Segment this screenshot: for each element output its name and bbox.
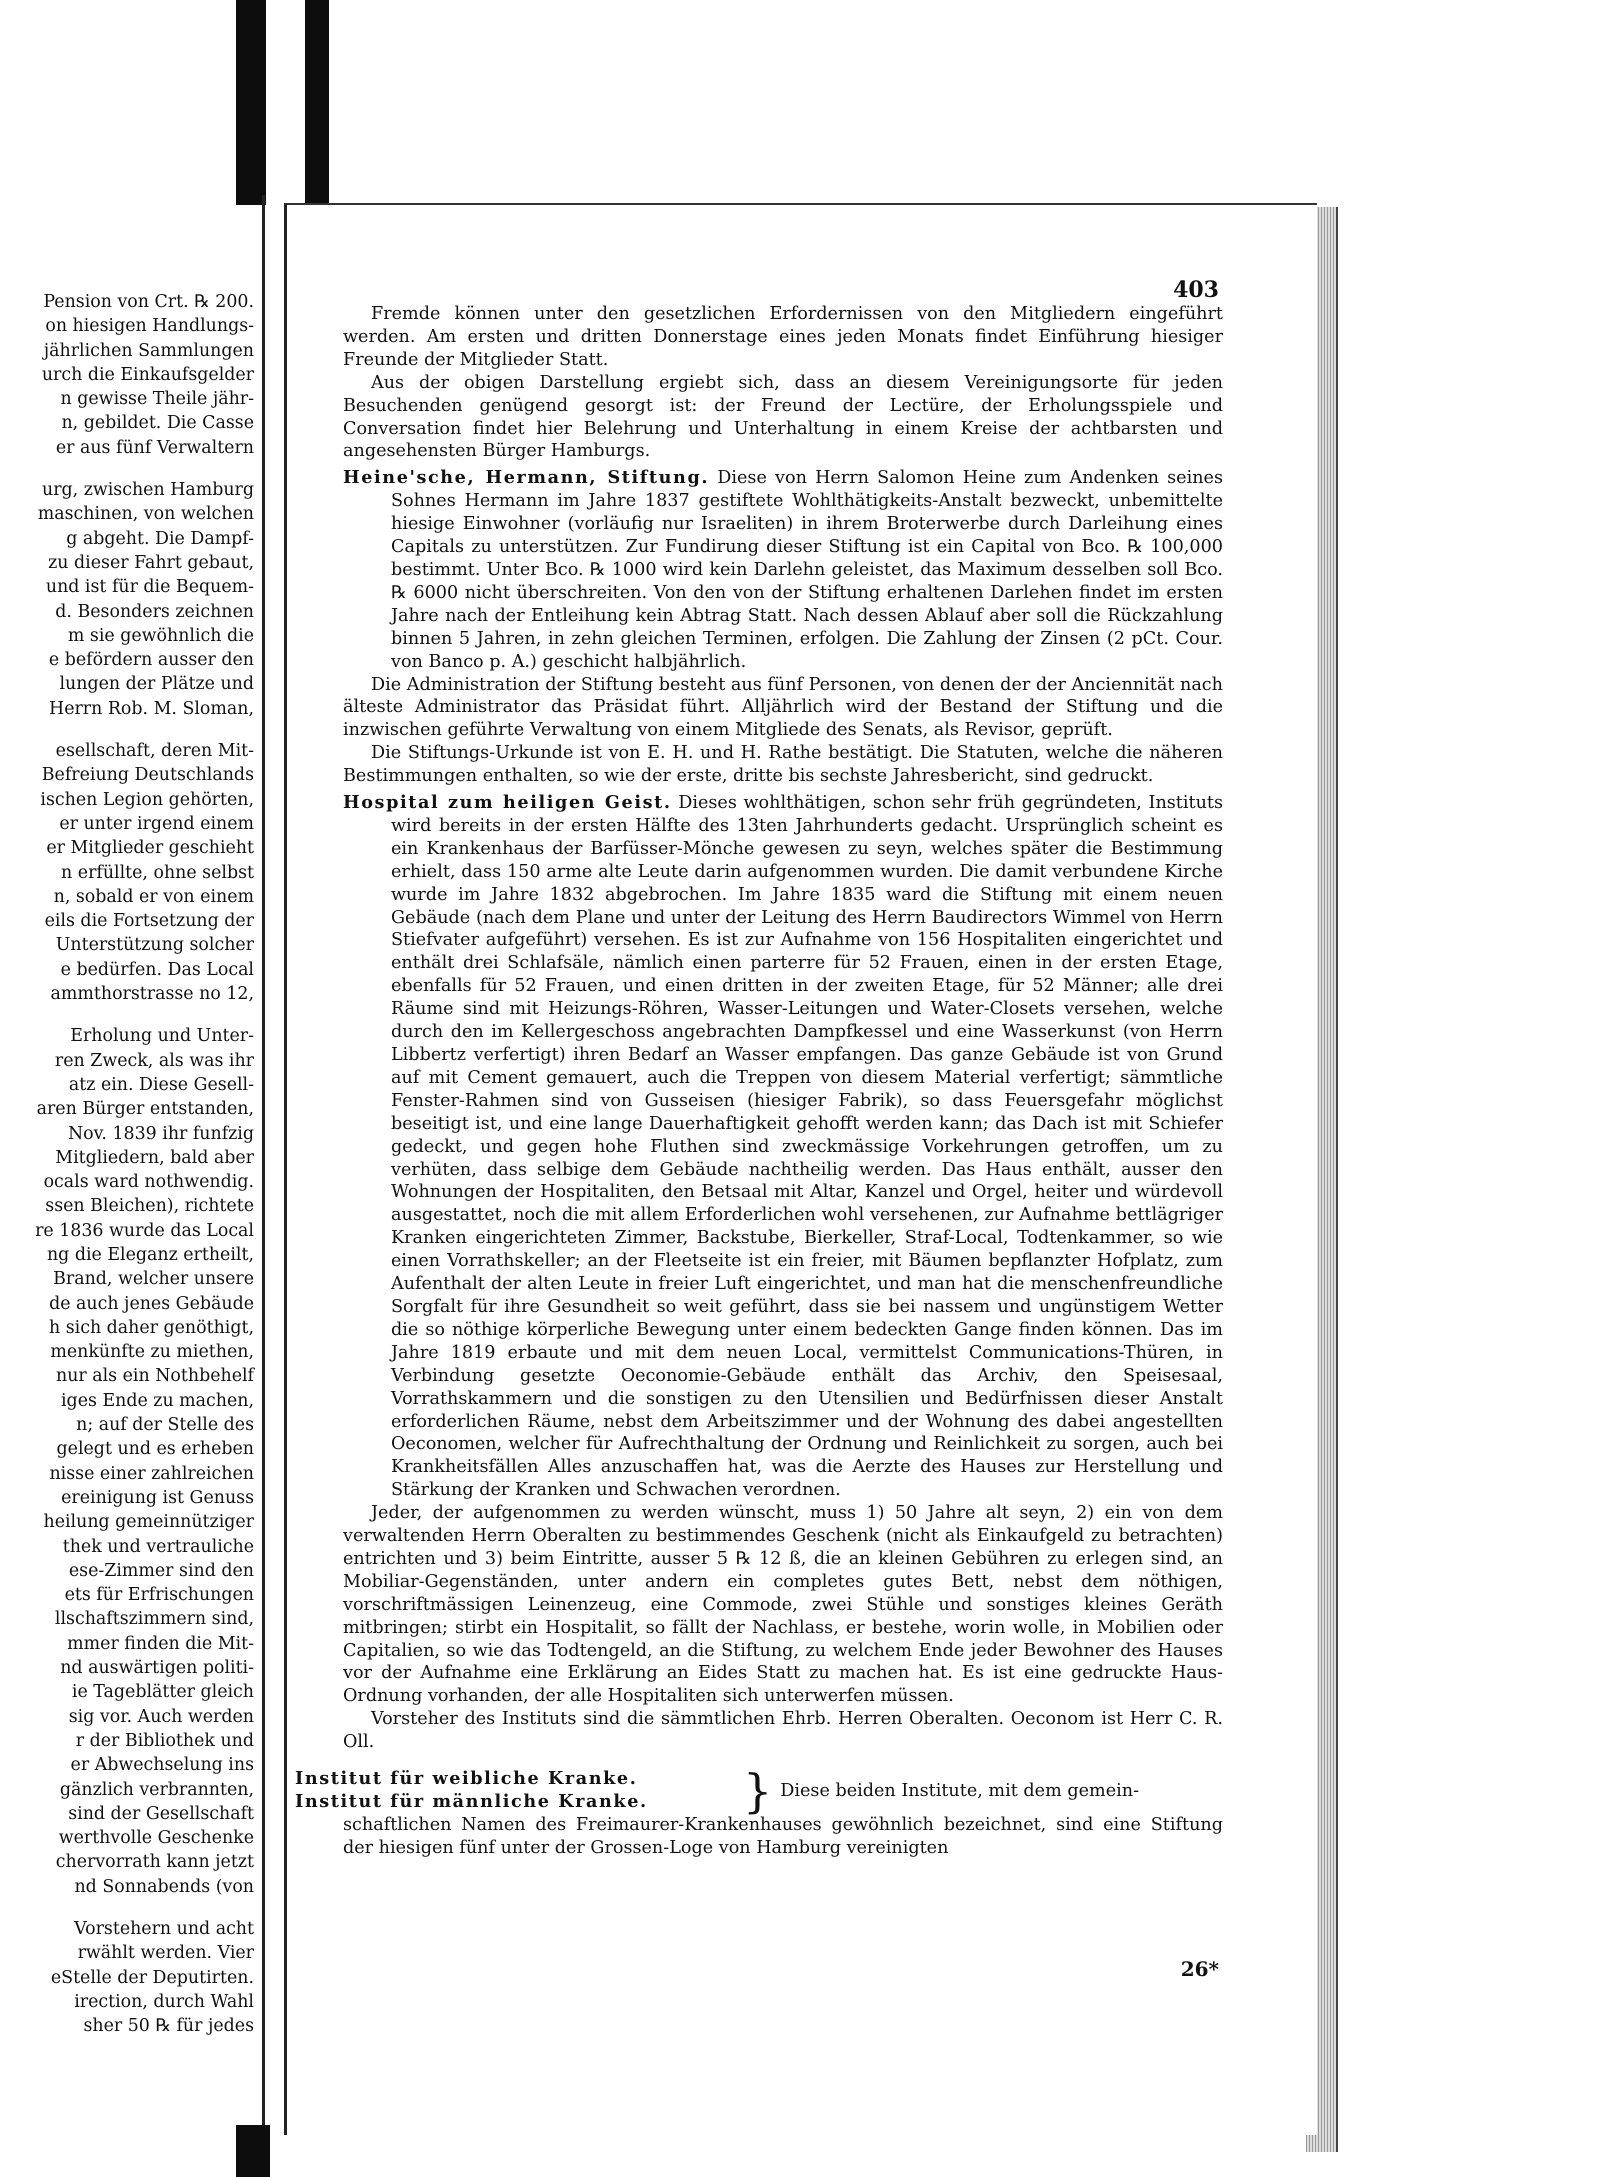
text-line: n erfüllte, ohne selbst (61, 862, 254, 883)
text-line: ereinigung ist Genuss (61, 1487, 254, 1508)
text-line: urch die Einkaufsgelder (41, 364, 254, 385)
text-line: sig vor. Auch werden (68, 1706, 254, 1727)
text-line: Befreiung Deutschlands (41, 765, 254, 786)
text-line: Mitgliedern, bald aber (55, 1147, 254, 1168)
text-line: rwählt werden. Vier (77, 1943, 254, 1964)
text-line: er Mitglieder geschieht (46, 838, 254, 859)
entry-heading: Institut für männliche Kranke. (295, 1791, 648, 1812)
entry-heine (343, 467, 1223, 673)
text-line: esellschaft, deren Mit- (55, 741, 254, 762)
text-line: atz ein. Diese Gesell- (68, 1074, 254, 1095)
text-line: Brand, welcher unsere (53, 1269, 254, 1290)
entry-heading: Institut für weibliche Kranke. (295, 1768, 638, 1790)
text-line: gelegt und es erheben (56, 1439, 254, 1460)
text-line: ese-Zimmer sind den (68, 1560, 254, 1581)
text-line: d. Besonders zeichnen (55, 601, 254, 622)
line-gap (0, 1006, 254, 1024)
text-line: menkünfte zu miethen, (50, 1342, 254, 1363)
binding-strip-right (305, 0, 329, 222)
text-line: maschinen, von welchen (37, 504, 254, 525)
text-line: eStelle der Deputirten. (50, 1967, 254, 1988)
text-line: irection, durch Wahl (74, 1991, 254, 2012)
text-line: nd auswärtigen politi- (60, 1658, 254, 1679)
text-line: er unter irgend einem (59, 813, 254, 834)
text-line: mmer finden die Mit- (67, 1633, 254, 1654)
text-line: e bedürfen. Das Local (60, 959, 254, 980)
text-line: n gewisse Theile jähr- (60, 389, 254, 410)
text-line: zu dieser Fahrt gebaut, (48, 552, 254, 573)
line-gap (0, 460, 254, 478)
text-line: m sie gewöhnlich die (67, 625, 254, 646)
paragraph: Fremde können unter den gesetzlichen Erfordernissen von den Mitgliedern eingeführt werden. Am ersten und dritten Donnerstage eines jeden Monats findet Einführung hiesiger Freunde der Mitglieder Statt. (343, 304, 1223, 370)
entry-body: Diese beiden Institute, mit dem gemein- (780, 1780, 1140, 1801)
line-gap (0, 721, 254, 739)
text-line: r der Bibliothek und (75, 1730, 254, 1751)
text-line: ng die Eleganz ertheilt, (46, 1244, 254, 1265)
text-line: Pension von Crt. ℞ 200. (43, 292, 254, 312)
text-line: iges Ende zu machen, (61, 1390, 254, 1411)
text-line: Nov. 1839 ihr funfzig (67, 1123, 254, 1144)
text-line: Herrn Rob. M. Sloman, (49, 698, 254, 719)
paragraph: Die Stiftungs-Urkunde ist von E. H. und H. Rathe bestätigt. Die Statuten, welche die näheren Bestimmungen enthalten, so wie der erste, dritte bis sechste Jahresbericht, sind gedruckt. (343, 743, 1223, 787)
text-line: on hiesigen Handlungs- (45, 316, 254, 337)
text-line: re 1836 wurde das Local (35, 1220, 254, 1241)
text-line: Vorstehern und acht (74, 1919, 254, 1939)
paragraph: schaftlichen Namen des Freimaurer-Krankenhauses gewöhnlich bezeichnet, sind eine Stiftung der hiesigen fünf unter der Grossen-Loge von Hamburg vereinigten (343, 1814, 1223, 1858)
right-page (284, 203, 1317, 2135)
page-body (295, 303, 1224, 1860)
text-line: eils die Fortsetzung der (44, 911, 254, 932)
signature-mark: 26* (1180, 1957, 1219, 1981)
entry-body: Dieses wohlthätigen, schon sehr früh gegründeten, Instituts wird bereits in der ersten Hälfte des 13ten Jahrhunderts gedacht. Ursprünglich scheint es ein Krankenhaus der Barfüsser-Mönche gewesen zu seyn, welches später die Bestimmung erhielt, dass 150 arme alte Leute darin aufgenommen wurden. Die damit verbundene Kirche wurde im Jahre 1832 abgebrochen. Im Jahre 1835 ward die Stiftung mit einem neuen Gebäude (nach dem Plane und unter der Leitung des Herrn Baudirectors Wimmel von Herrn Stiefvater aufgeführt) versehen. Es ist zur Aufnahme von 156 Hospitaliten eingerichtet und enthält drei Schlafsäle, nämlich einen parterre für 52 Frauen, einen in der ersten Etage, ebenfalls für 52 Frauen, und einen dritten in der zweiten Etage, für 52 Männer; alle drei Räume sind mit Heizungs-Röhren, Wasser-Leitungen und Water-Closets versehen, welche durch den im Kellergeschoss angebrachten Dampfkessel und eine Wasserkunst (von Herrn Libbertz verfertigt) ihren Bedarf an Wasser empfangen. Das ganze Gebäude ist von Grund auf mit Cement gemauert, auch die Treppen von diesem Material verfertigt; sämmtliche Fenster-Rahmen sind von Gusseisen (hiesiger Fabrik), so dass Feuersgefahr möglichst beseitigt ist, und eine lange Dauerhaftigkeit gehofft werden kann; das Dach ist mit Schiefer gedeckt, und gegen hohe Fluthen sind zweckmässige Vorkehrungen getroffen, um zu verhüten, dass selbige dem Gebäude nachtheilig werden. Das Haus enthält, ausser den Wohnungen der Hospitaliten, den Betsaal mit Altar, Kanzel und Orgel, heiter und würdevoll ausgestattet, noch die mit allem Erforderlichen wohl versehenen, zur Aufnahme bettlägriger Kranken eingerichteten Zimmer, Backstube, Bierkeller, Straf-Local, Todtenkammer, so wie einen Vorrathskeller; an der Fleetseite ist ein freier, mit Bäumen bepflanzter Hofplatz, zum Aufenthalt der alten Leute in freier Luft eingerichtet, und man hat die menschenfreundliche Sorgfalt für ihre Gesundheit so weit geführt, dass sie bei nassem und ungünstigem Wetter die so nöthige körperliche Bewegung unter einem bedeckten Gange finden können. Das im Jahre 1819 erbaute und mit dem neuen Local, vermittelst Communications-Thüren, in Verbindung gesetzte Oeconomie-Gebäude enthält das Archiv, den Speisesaal, Vorrathskammern und die sonstigen zu den Utensilien und Bedürfnissen dieser Anstalt erforderlichen Räume, nebst dem Arbeitszimmer und der Wohnung des dabei angestellten Oeconomen, welcher für Aufrechthaltung der Ordnung und Reinlichkeit zu sorgen, auch bei Krankheitsfällen Alles anzuschaffen hat, was die Aerzte des Hauses zur Herstellung und Stärkung der Kranken und Schwachen verordnen. (391, 793, 1224, 1501)
left-page-text (0, 290, 254, 2038)
text-line: werthvolle Geschenke (58, 1828, 254, 1849)
text-line: ischen Legion gehörten, (40, 789, 254, 810)
text-line: nd Sonnabends (von (74, 1876, 254, 1897)
paragraph: Die Administration der Stiftung besteht aus fünf Personen, von denen der der Anciennität nach älteste Administrator das Präsidat führt. Alljährlich wird der Bestand der Stiftung und die inzwischen geführte Verwaltung von einem Mitgliede des Senats, als Revisor, geprüft. (343, 674, 1223, 741)
text-line: n, gebildet. Die Casse (61, 413, 254, 434)
entry-institut (295, 1764, 1223, 1818)
text-line: ren Zweck, als was ihr (54, 1050, 254, 1071)
text-line: nisse einer zahlreichen (49, 1463, 254, 1484)
text-line: heilung gemeinnütziger (43, 1512, 254, 1533)
paragraph: Jeder, der aufgenommen zu werden wünscht, muss 1) 50 Jahre alt seyn, 2) ein von dem verwaltenden Herrn Oberalten zu bestimmendes Geschenk (nicht als Einkaufgeld zu betrachten) entrichten und 3) beim Eintritte, ausser 5 ℞ 12 ß, die an kleinen Gebühren zu erlegen sind, an Mobiliar-Gegenständen, unter andern ein completes gutes Bett, nebst dem nöthigen, vorschriftmässigen Leinenzeug, eine Commode, zwei Stühle und sonstiges kleines Geräth mitbringen; stirbt ein Hospitalit, so fällt der Nachlass, er bestehe, worin wolle, in Mobilien oder Capitalien, so wie das Todtengeld, an die Stiftung, zu welchem Ende jeder Bewohner des Hauses vor der Aufnahme eine Erklärung an Eides Statt zu machen hat. Es ist eine gedruckte Haus-Ordnung vorhanden, der alle Hospitaliten sich unterwerfen müssen. (343, 1503, 1223, 1707)
entry-heading: Hospital zum heiligen Geist. (343, 792, 672, 814)
text-line: jährlichen Sammlungen (43, 340, 254, 361)
binding-strip-left (236, 0, 266, 205)
text-line: sind der Gesellschaft (68, 1803, 254, 1824)
left-page (0, 195, 265, 2125)
paragraph: Aus der obigen Darstellung ergiebt sich, dass an diesem Vereinigungsorte für jeden Besuchenden genügend gesorgt ist: der Freund der Lectüre, der Erholungsspiele und Conversation findet hier Belehrung und Unterhaltung in einem Kreise der achtbarsten und angesehensten Bürger Hamburgs. (343, 372, 1223, 462)
text-line: ie Tageblätter gleich (71, 1682, 254, 1703)
text-line: urg, zwischen Hamburg (42, 480, 254, 501)
line-gap (0, 1899, 254, 1917)
text-line: und ist für die Bequem- (45, 577, 254, 598)
text-line: Unterstützung solcher (55, 935, 254, 956)
text-line: e befördern ausser den (48, 650, 254, 671)
text-line: g abgeht. Die Dampf- (66, 528, 254, 549)
text-line: Erholung und Unter- (70, 1026, 254, 1047)
text-line: aren Bürger entstanden, (36, 1099, 254, 1120)
text-line: gänzlich verbrannten, (59, 1779, 254, 1800)
text-line: nur als ein Nothbehelf (56, 1366, 254, 1387)
entry-heading: Heine'sche, Hermann, Stiftung. (343, 467, 710, 489)
text-line: ssen Bleichen), richtete (45, 1196, 254, 1217)
text-line: n, sobald er von einem (53, 886, 254, 907)
text-line: h sich daher genöthigt, (48, 1317, 254, 1338)
text-line: ammthorstrasse no 12, (50, 984, 254, 1005)
text-line: chervorrath kann jetzt (55, 1852, 254, 1873)
brace-glyph: } (743, 1764, 773, 1818)
text-line: er aus fünf Verwaltern (55, 437, 254, 458)
text-line: ets für Erfrischungen (64, 1585, 254, 1606)
page-number: 403 (1173, 277, 1219, 303)
paragraph: Vorsteher des Instituts sind die sämmtlichen Ehrb. Herren Oberalten. Oeconom ist Herr C. R. Oll. (343, 1709, 1223, 1753)
text-line: lungen der Plätze und (59, 674, 254, 695)
text-line: er Abwechselung ins (70, 1755, 254, 1776)
entry-body: Diese von Herrn Salomon Heine zum Andenken seines Sohnes Hermann im Jahre 1837 gestiftete Wohlthätigkeits-Anstalt bezweckt, unbemittelte hiesige Einwohner (vorläufig nur Israeliten) in ihrem Broterwerbe durch Darleihung eines Capitals zu unterstützen. Zur Fundirung dieser Stiftung ist ein Capital von Bco. ℞ 100,000 bestimmt. Unter Bco. ℞ 1000 wird kein Darlehn geleistet, das Maximum desselben soll Bco. ℞ 6000 nicht überschreiten. Von den von der Stiftung erhaltenen Darlehen findet im ersten Jahre nach der Entleihung kein Abtrag Statt. Nach dessen Ablauf aber soll die Rückzahlung binnen 5 Jahren, in zehn gleichen Terminen, erfolgen. Die Zahlung der Zinsen (2 pCt. Cour. von Banco p. A.) geschicht halbjährlich. (391, 468, 1223, 672)
entry-hospital (343, 792, 1223, 1502)
text-line: n; auf der Stelle des (76, 1415, 254, 1436)
text-line: ocals ward nothwendig. (43, 1172, 254, 1193)
text-line: thek und vertrauliche (62, 1536, 254, 1557)
entry-headings (295, 1768, 735, 1814)
text-line: de auch jenes Gebäude (49, 1293, 254, 1314)
text-line: sher 50 ℞ für jedes (83, 2016, 254, 2037)
binding-strip-bottom (236, 2125, 270, 2177)
text-line: llschaftszimmern sind, (54, 1609, 254, 1630)
